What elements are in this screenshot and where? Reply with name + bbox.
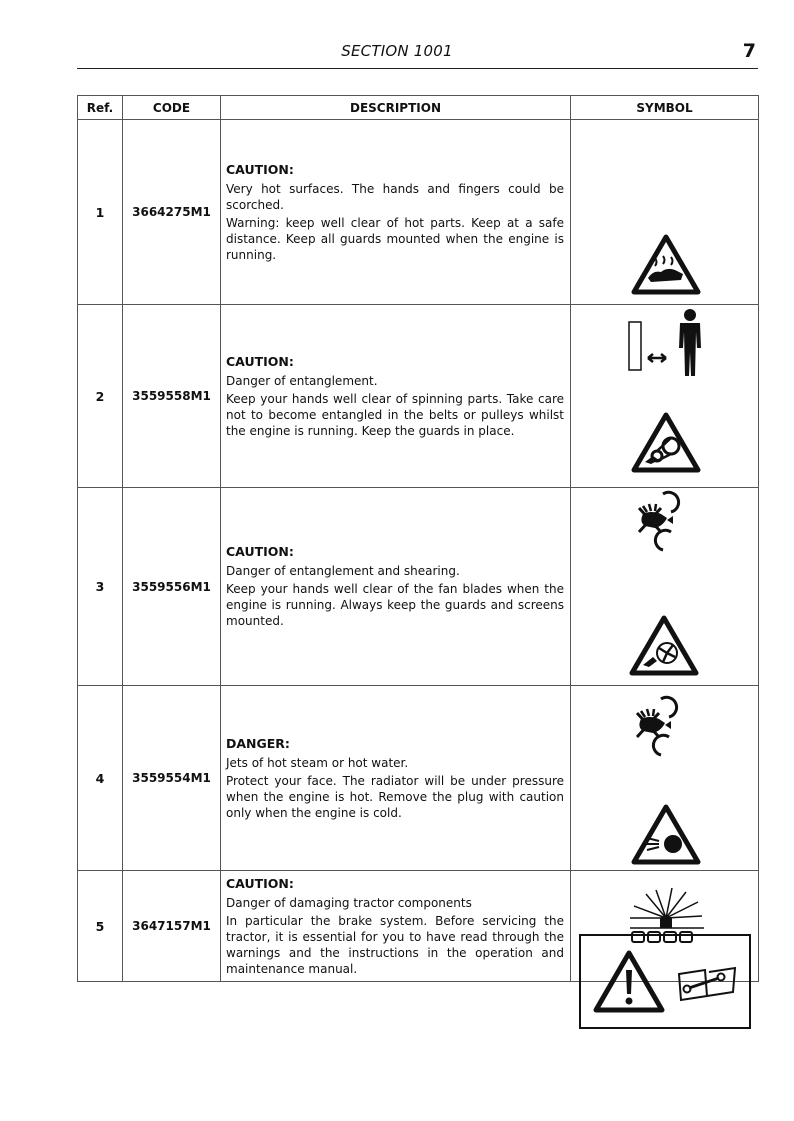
hazard-instructions: Keep your hands well clear of the fan blades when the engine is running. Always keep the guards and screens mounted. [226,582,564,628]
table-row [78,120,759,305]
hazard-summary: Danger of entanglement. [226,373,378,388]
belt-entanglement-warning-icon [631,412,701,474]
code-cell: 3647157M1 [123,871,221,982]
caution-label: CAUTION: [226,353,294,369]
hazard-summary: Danger of damaging tractor components [226,895,472,910]
header-divider [77,68,758,69]
code-cell: 3559556M1 [123,488,221,686]
section-title: SECTION 1001 [341,42,453,60]
caution-label: CAUTION: [226,544,294,559]
ref-cell: 3 [78,488,123,686]
description-cell [221,871,571,982]
description-cell [221,305,571,488]
ref-cell: 1 [78,120,123,305]
table-row [78,686,759,871]
read-manual-icon [675,966,739,1002]
hazard-instructions: Keep your hands well clear of spinning parts. Take care not to become entangled in the belts or pulleys whilst the engine is running. Keep the guards in place. [226,391,564,438]
general-warning-icon [593,950,665,1014]
description-cell [221,488,571,686]
code-cell: 3559554M1 [123,686,221,871]
symbol-cell [571,488,759,686]
caution-label: CAUTION: [226,161,294,177]
page-number: 7 [742,40,756,62]
code-cell: 3559558M1 [123,305,221,488]
table-row [78,871,759,982]
description-cell [221,686,571,871]
hazard-summary: Very hot surfaces. The hands and fingers could be scorched. [226,181,564,212]
description-cell [221,120,571,305]
table-row [78,305,759,488]
column-header-code: CODE [123,96,221,120]
hot-steam-warning-icon [631,804,701,866]
ref-cell: 5 [78,871,123,982]
danger-label: DANGER: [226,735,290,751]
column-header-symbol: SYMBOL [571,96,759,120]
fan-blade-warning-icon [629,615,699,677]
hazard-summary: Danger of entanglement and shearing. [226,564,460,578]
hot-surface-warning-icon [631,234,701,296]
symbol-cell [571,686,759,871]
hazard-instructions: Protect your face. The radiator will be under pressure when the engine is hot. Remove the plug with caution only when the engine is cold. [226,773,564,820]
code-cell: 3664275M1 [123,120,221,305]
ref-cell: 2 [78,305,123,488]
symbol-cell [571,120,759,305]
table-row [78,488,759,686]
symbol-cell [571,305,759,488]
column-header-description: DESCRIPTION [221,96,571,120]
hazard-summary: Jets of hot steam or hot water. [226,755,409,770]
caution-label: CAUTION: [226,875,294,891]
table-header-row [78,96,759,120]
column-header-ref: Ref. [78,96,123,120]
ref-cell: 4 [78,686,123,871]
symbol-cell [571,871,759,982]
hazard-instructions: Warning: keep well clear of hot parts. Keep at a safe distance. Keep all guards mounted when the engine is running. [226,215,564,262]
hazard-instructions: In particular the brake system. Before servicing the tractor, it is essential for you to have read through the warnings and the instructions in the operation and maintenance manual. [226,913,564,976]
safety-decals-table [77,95,759,982]
